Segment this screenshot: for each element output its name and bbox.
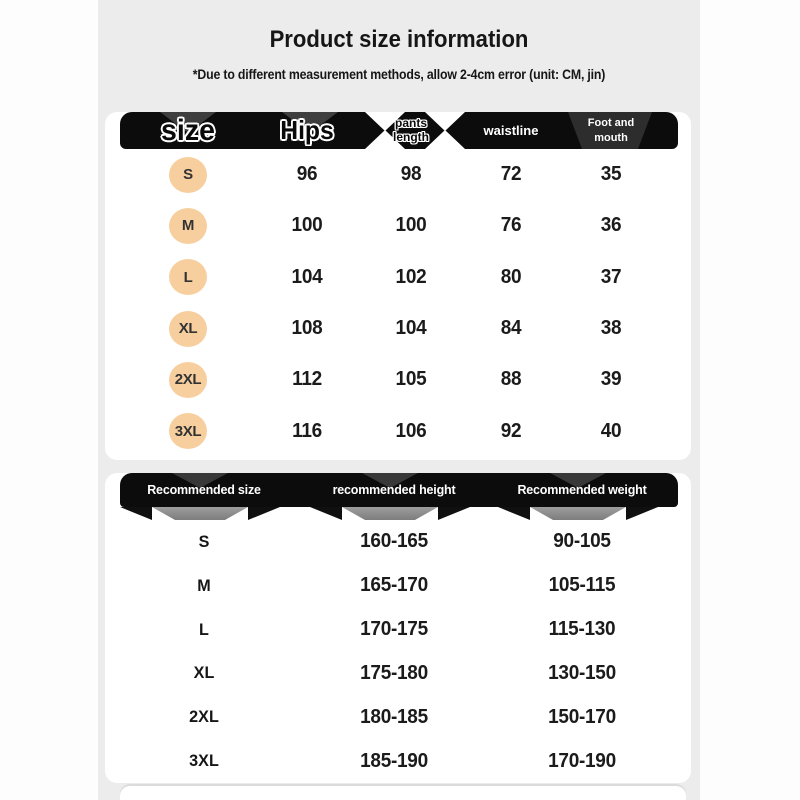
size-badge: L — [169, 259, 207, 295]
column-header-size: size — [161, 113, 215, 147]
page-title: Product size information — [269, 26, 529, 53]
recommend-table-body — [109, 520, 675, 783]
recommended-height-value: 160-165 — [360, 530, 428, 553]
hips-value: 104 — [291, 265, 323, 288]
pants-length-value: 106 — [395, 419, 427, 442]
recommend-table-card — [105, 473, 691, 783]
ribbon-wing-icon — [120, 507, 152, 520]
recommended-weight-value: 90-105 — [553, 530, 611, 553]
recommend-table-row — [109, 695, 675, 739]
recommended-size-value: M — [197, 575, 211, 595]
pants-length-line1: pants — [394, 116, 427, 131]
size-chart-panel — [98, 0, 700, 800]
recommended-weight-value: 150-170 — [548, 705, 616, 728]
size-table-row — [105, 406, 679, 457]
column-header-recommended-size: Recommended size — [147, 483, 261, 497]
column-header-pants-length — [343, 112, 479, 149]
waistline-value: 76 — [500, 214, 522, 237]
foot-and-mouth-value: 37 — [600, 265, 622, 288]
ribbon-wing-icon — [498, 507, 530, 520]
hips-value: 116 — [292, 419, 322, 442]
recommend-table-row — [109, 651, 675, 695]
size-badge: XL — [169, 311, 207, 347]
recommended-size-value: S — [198, 531, 210, 551]
recommend-table-row — [109, 564, 675, 608]
foot-and-mouth-value: 39 — [600, 368, 622, 391]
next-panel-edge — [120, 786, 686, 800]
recommended-height-value: 170-175 — [360, 618, 428, 641]
waistline-value: 88 — [500, 368, 522, 391]
recommend-table-row — [109, 739, 675, 783]
ribbon-fold-icon — [152, 507, 248, 520]
ribbon-fold-icon — [342, 507, 438, 520]
column-header-foot-and-mouth — [543, 112, 679, 149]
foot-and-mouth-value: 35 — [600, 163, 622, 186]
ribbon-wing-icon — [626, 507, 658, 520]
recommended-weight-value: 170-190 — [548, 749, 616, 772]
hips-value: 112 — [292, 368, 322, 391]
foot-and-mouth-line1: Foot and — [587, 116, 635, 129]
pants-length-value: 102 — [395, 265, 427, 288]
foot-and-mouth-value: 38 — [600, 317, 622, 340]
recommend-table-row — [109, 520, 675, 564]
size-badge: M — [169, 208, 207, 244]
size-table-row — [105, 149, 679, 200]
recommended-weight-value: 130-150 — [548, 661, 616, 684]
foot-and-mouth-line2: mouth — [594, 131, 628, 144]
foot-and-mouth-value: 40 — [600, 419, 622, 442]
hips-value: 108 — [291, 317, 323, 340]
waistline-value: 84 — [500, 317, 522, 340]
column-header-hips: Hips — [280, 115, 334, 145]
measurement-disclaimer: *Due to different measurement methods, allow 2-4cm error (unit: CM, jin) — [192, 66, 606, 82]
recommended-height-value: 185-190 — [360, 749, 428, 772]
size-badge: 2XL — [169, 362, 207, 398]
size-table-row — [105, 252, 679, 303]
recommended-weight-value: 115-130 — [548, 618, 616, 641]
waistline-value: 92 — [500, 419, 522, 442]
waistline-value: 72 — [500, 163, 522, 186]
pants-length-value: 98 — [400, 163, 422, 186]
size-table-header-row — [105, 112, 679, 149]
recommended-size-value: XL — [193, 663, 215, 683]
size-badge: 3XL — [169, 413, 207, 449]
recommended-size-value: 3XL — [189, 751, 219, 771]
recommended-height-value: 175-180 — [360, 661, 428, 684]
size-table-row — [105, 303, 679, 354]
size-table-row — [105, 200, 679, 251]
column-header-recommended-weight: Recommended weight — [517, 483, 647, 497]
recommended-size-value: L — [199, 619, 209, 639]
foot-and-mouth-value: 36 — [600, 214, 622, 237]
pants-length-value: 100 — [395, 214, 427, 237]
ribbon-wing-icon — [310, 507, 342, 520]
ribbon-wing-icon — [438, 507, 470, 520]
size-table-row — [105, 354, 679, 405]
hips-value: 96 — [296, 163, 318, 186]
recommended-height-value: 180-185 — [360, 705, 428, 728]
recommend-table-row — [109, 608, 675, 652]
recommend-table-header-row — [109, 473, 675, 507]
hips-value: 100 — [291, 214, 323, 237]
pants-length-value: 105 — [395, 368, 427, 391]
size-table-body — [105, 149, 679, 457]
size-badge: S — [169, 157, 207, 193]
recommended-weight-value: 105-115 — [548, 574, 616, 597]
column-header-recommended-height: recommended height — [332, 483, 456, 497]
size-table-card — [105, 112, 691, 460]
ribbon-wing-icon — [248, 507, 280, 520]
pants-length-value: 104 — [395, 317, 427, 340]
recommended-size-value: 2XL — [189, 707, 219, 727]
recommended-height-value: 165-170 — [360, 574, 428, 597]
pants-length-line2: length — [393, 129, 429, 144]
ribbon-fold-icon — [530, 507, 626, 520]
waistline-value: 80 — [500, 265, 522, 288]
column-header-waistline: waistline — [483, 123, 539, 138]
